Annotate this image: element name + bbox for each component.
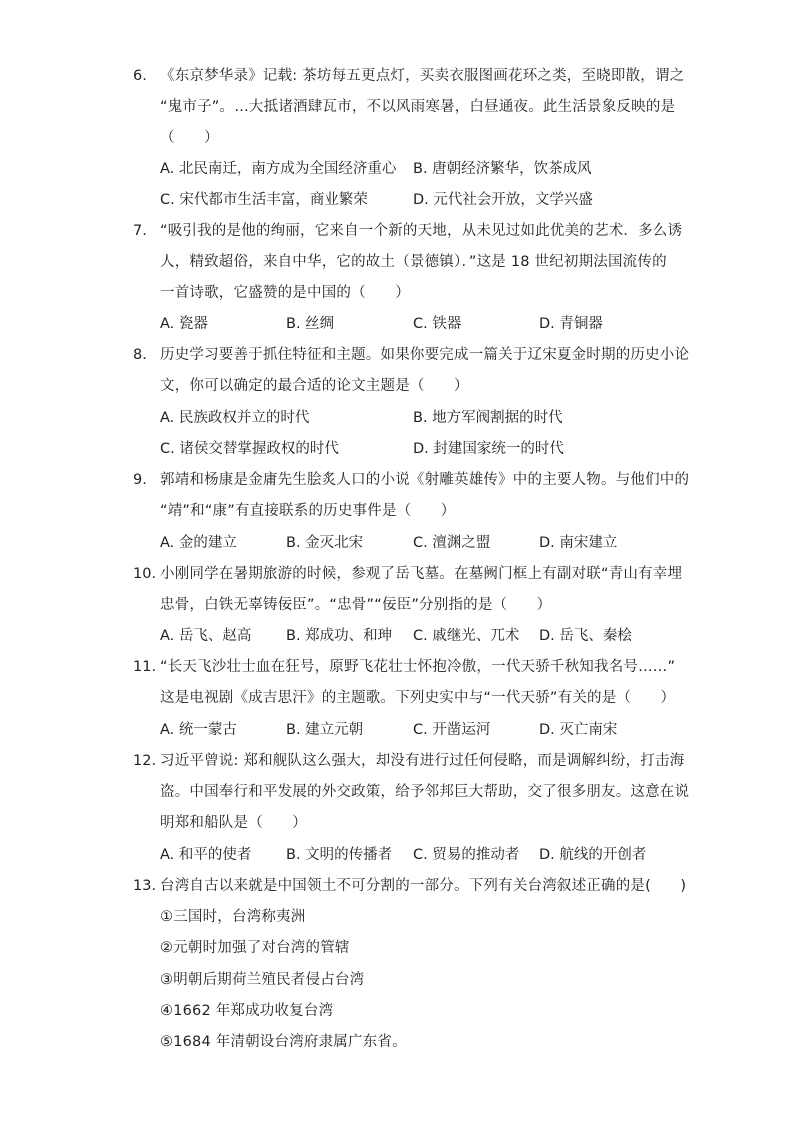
question-text: 这是电视剧《成吉思汗》的主题歌。下列史实中与“一代天骄”有关的是（ ） (160, 690, 676, 706)
option-d[interactable]: D. 南宋建立 (539, 535, 618, 551)
option-b[interactable]: B. 丝绸 (286, 316, 335, 332)
question-text: 人，精致超俗，来自中华，它的故土（景德镇）．”这是 18 世纪初期法国流传的 (160, 254, 667, 270)
question-text: 盗。中国奉行和平发展的外交政策，给予邻邦巨大帮助，交了很多朋友。这意在说 (160, 784, 690, 800)
option-b[interactable]: B. 地方军阀割据的时代 (413, 410, 563, 426)
question-number: 7. (133, 223, 147, 239)
question-text: “长天飞沙壮士血在狂号，原野飞花壮士怀抱冷傲，一代天骄千秋知我名号……” (160, 659, 676, 675)
question-text: 文，你可以确定的最合适的论文主题是（ ） (160, 378, 469, 394)
option-d[interactable]: D. 岳飞、秦桧 (539, 628, 632, 644)
statement-3: ③明朝后期荷兰殖民者侵占台湾 (160, 972, 365, 988)
option-a[interactable]: A. 统一蒙古 (160, 722, 237, 738)
option-c[interactable]: C. 诸侯交替掌握政权的时代 (160, 441, 339, 457)
option-c[interactable]: C. 宋代都市生活丰富，商业繁荣 (160, 192, 368, 208)
question-text: “鬼市子”。…大抵诸酒肆瓦市，不以风雨寒暑，白昼通夜。此生活景象反映的是 (160, 99, 676, 115)
question-text: “吸引我的是他的绚丽，它来自一个新的天地，从未见过如此优美的艺术．多么诱 (160, 223, 683, 239)
question-text: 《东京梦华录》记载: 茶坊每五更点灯，买卖衣服图画花环之类，至晓即散，谓之 (160, 68, 685, 84)
option-a[interactable]: A. 民族政权并立的时代 (160, 410, 310, 426)
option-c[interactable]: C. 贸易的推动者 (413, 847, 520, 863)
option-b[interactable]: B. 建立元朝 (286, 722, 364, 738)
question-number: 13. (133, 878, 157, 894)
question-text: 郭靖和杨康是金庸先生脍炙人口的小说《射雕英雄传》中的主要人物。与他们中的 (160, 472, 690, 488)
question-text: 明郑和船队是（ ） (160, 815, 307, 831)
option-d[interactable]: D. 青铜器 (539, 316, 603, 332)
question-text: （ ） (160, 130, 219, 146)
statement-4: ④1662 年郑成功收复台湾 (160, 1003, 334, 1019)
question-text: 习近平曾说: 郑和舰队这么强大，却没有进行过任何侵略，而是调解纠纷，打击海 (160, 753, 685, 769)
statement-2: ②元朝时加强了对台湾的管辖 (160, 940, 350, 956)
question-number: 6. (133, 68, 147, 84)
option-d[interactable]: D. 航线的开创者 (539, 847, 647, 863)
statement-5: ⑤1684 年清朝设台湾府隶属广东省。 (160, 1034, 407, 1050)
question-text: 一首诗歌，它盛赞的是中国的（ ） (160, 285, 410, 301)
option-d[interactable]: D. 封建国家统一的时代 (413, 441, 564, 457)
option-b[interactable]: B. 文明的传播者 (286, 847, 393, 863)
option-d[interactable]: D. 元代社会开放，文学兴盛 (413, 192, 593, 208)
option-c[interactable]: C. 戚继光、兀术 (413, 628, 520, 644)
option-b[interactable]: B. 金灭北宋 (286, 535, 364, 551)
question-text: 忠骨，白铁无辜铸佞臣”。“忠骨”“佞臣”分别指的是（ ） (160, 597, 552, 613)
question-text: 小刚同学在暑期旅游的时候，参观了岳飞墓。在墓阙门框上有副对联“青山有幸埋 (160, 566, 683, 582)
question-number: 12. (133, 753, 157, 769)
question-text: “靖”和“康”有直接联系的历史事件是（ ） (160, 503, 456, 519)
question-number: 11. (133, 659, 157, 675)
option-c[interactable]: C. 铁器 (413, 316, 462, 332)
option-a[interactable]: A. 岳飞、赵高 (160, 628, 252, 644)
option-b[interactable]: B. 郑成功、和珅 (286, 628, 393, 644)
option-d[interactable]: D. 灭亡南宋 (539, 722, 618, 738)
statement-1: ①三国时，台湾称夷洲 (160, 909, 306, 925)
question-number: 9. (133, 472, 147, 488)
option-c[interactable]: C. 开凿运河 (413, 722, 491, 738)
option-a[interactable]: A. 瓷器 (160, 316, 208, 332)
question-text: 历史学习要善于抓住特征和主题。如果你要完成一篇关于辽宋夏金时期的历史小论 (160, 347, 690, 363)
question-text: 台湾自古以来就是中国领土不可分割的一部分。下列有关台湾叙述正确的是( ) (160, 878, 687, 894)
option-a[interactable]: A. 北民南迁，南方成为全国经济重心 (160, 161, 397, 177)
option-c[interactable]: C. 澶渊之盟 (413, 535, 491, 551)
option-a[interactable]: A. 金的建立 (160, 535, 237, 551)
option-a[interactable]: A. 和平的使者 (160, 847, 252, 863)
question-number: 10. (133, 566, 157, 582)
option-b[interactable]: B. 唐朝经济繁华，饮茶成风 (413, 161, 592, 177)
question-number: 8. (133, 347, 147, 363)
